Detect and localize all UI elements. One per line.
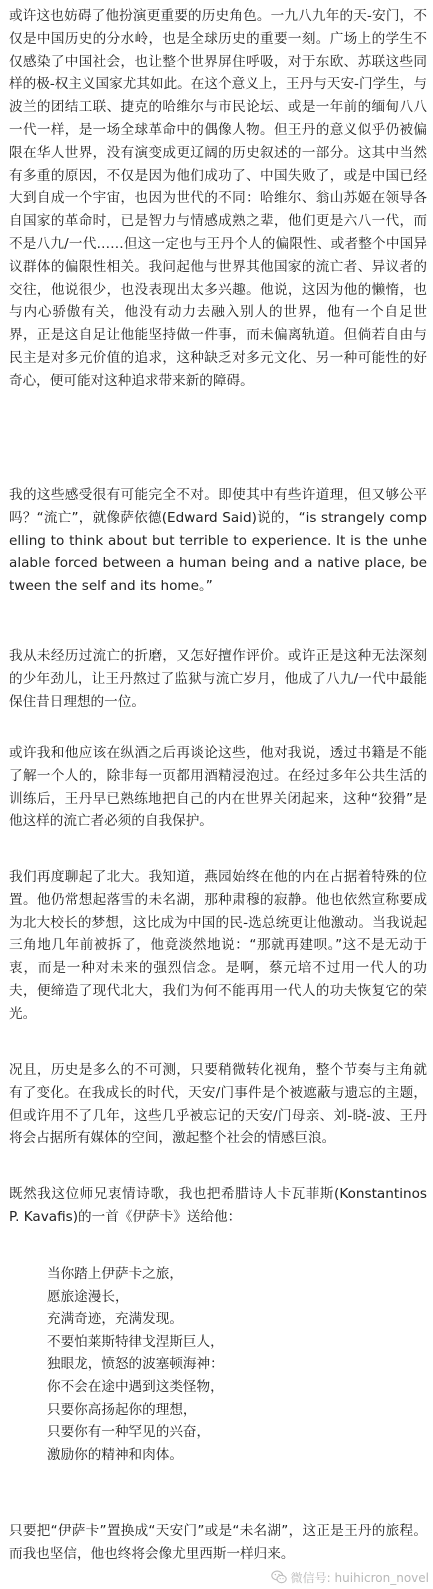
poem-line: 充满奇迹，充满发现。 [47, 1311, 183, 1328]
poem-line: 当你踏上伊萨卡之旅， [47, 1266, 183, 1282]
paragraph-4: 或许我和他应该在纵酒之后再谈论这些，他对我说，透过书籍是不能了解一个人的，除非每一页都用酒精浸泡过。在经过多年公共生活的训练后，王丹早已熟练地把自己的内在世界关闭起来，这种“狡猾”是他这样的流亡者必须的自我保护。 [9, 745, 427, 830]
paragraph-1: 或许这也妨碍了他扮演更重要的历史角色。一九八九年的天-安门，不仅是中国历史的分水岭，也是全球历史的重要一刻。广场上的学生不仅感染了中国社会，也让整个世界屏住呼吸，对于东欧、苏联这些同样的极-权主义国家尤其如此。在这个意义上，王丹与天安-门学生，与波兰的团结工联、捷克的哈维尔与市民论坛、或是一年前的缅甸八八一代一样，是一场全球革命中的偶像人物。但王丹的意义似乎仍被偏限在华人世界，没有演变成更辽阔的历史叙述的一部分。这其中当然有多重的原因，不仅是因为他们成功了、中国失败了，或是中国已经大到自成一个宇宙，也因为世代的不同：哈维尔、翁山苏姬在领导各自国家的革命时，已是智力与情感成熟之辈，他们更是六八一代，而不是八九/一代……但这一定也与王丹个人的偏限性、或者整个中国异议群体的偏限性相关。我问起他与世界其他国家的流亡者、异议者的交往，他说很少，也没表现出太多兴趣。他说，这因为他的懒惰，也与内心骄傲有关，他没有动力去融入别人的世界，他有一个自足世界，正是这自足让他能坚持做一件事，而未偏离轨道。但倘若自由与民主是对多元价值的追求，这种缺乏对多元文化、另一种可能性的好奇心，便可能对这种追求带来新的障碍。 [9, 8, 427, 389]
closing-paragraph: 只要把“伊萨卡”置换成“天安门”或是“未名湖”，这正是王丹的旅程。而我也坚信，他也终将会像尤里西斯一样归来。 [9, 1523, 427, 1562]
poem-line: 只要你有一种罕见的兴奋， [47, 1424, 211, 1441]
paragraph-7: 既然我这位师兄衷情诗歌，我也把希腊诗人卡瓦菲斯(Konstantinos P. Kavafis)的一首《伊萨卡》送给他： [9, 1186, 427, 1225]
poem-line: 不要怕莱斯特律戈涅斯巨人， [47, 1333, 224, 1350]
watermark [271, 1567, 429, 1587]
paragraph-2: 我的这些感受很有可能完全不对。即使其中有些许道理，但又够公平吗？“流亡”，就像萨依德(Edward Said)说的，“is strangely compelling to think about but terrible to experience. It is the unhealable forced between a human being and a native place, between the self and its home。” [9, 487, 427, 595]
poem-line: 激励你的精神和肉体。 [47, 1446, 183, 1463]
poem-line: 只要你高扬起你的理想， [47, 1401, 197, 1418]
poem-line: 独眼龙，愤怒的波塞顿海神： [47, 1356, 224, 1373]
paragraph-6: 况且，历史是多么的不可测，只要稍微转化视角，整个节奏与主角就有了变化。在我成长的时代，天安/门事件是个被遮蔽与遗忘的主题，但或许用不了几年，这些几乎被忘记的天安/门母亲、刘-晓-波、王丹将会占据所有媒体的空间，激起整个社会的情感巨浪。 [9, 1062, 427, 1147]
paragraph-5: 我们再度聊起了北大。我知道，燕园始终在他的内在占据着特殊的位置。他仍常想起落雪的未名湖，那种肃穆的寂静。他也依然宣称要成为北大校长的梦想，这比成为中国的民-选总统更让他激动。当我说起三角地几年前被拆了，他竟淡然地说：“那就再建呗。”这不是无动于衷，而是一种对未来的强烈信念。是啊，蔡元培不过用一代人的功夫，便缔造了现代北大，我们为何不能再用一代人的功夫恢复它的荣光。 [9, 869, 427, 1022]
watermark-text: 微信号: huihicron_novel [290, 1570, 429, 1585]
poem-line: 你不会在途中遇到这类怪物， [47, 1378, 224, 1395]
paragraph-3: 我从未经历过流亡的折磨，又怎好擅作评价。或许正是这种无法深刻的少年劲儿，让王丹熬过了监狱与流亡岁月，他成了八九/一代中最能保住昔日理想的一位。 [9, 648, 427, 710]
wechat-icon [271, 1569, 287, 1585]
poem-block [47, 1263, 417, 1466]
poem-line: 愿旅途漫长， [47, 1288, 129, 1305]
